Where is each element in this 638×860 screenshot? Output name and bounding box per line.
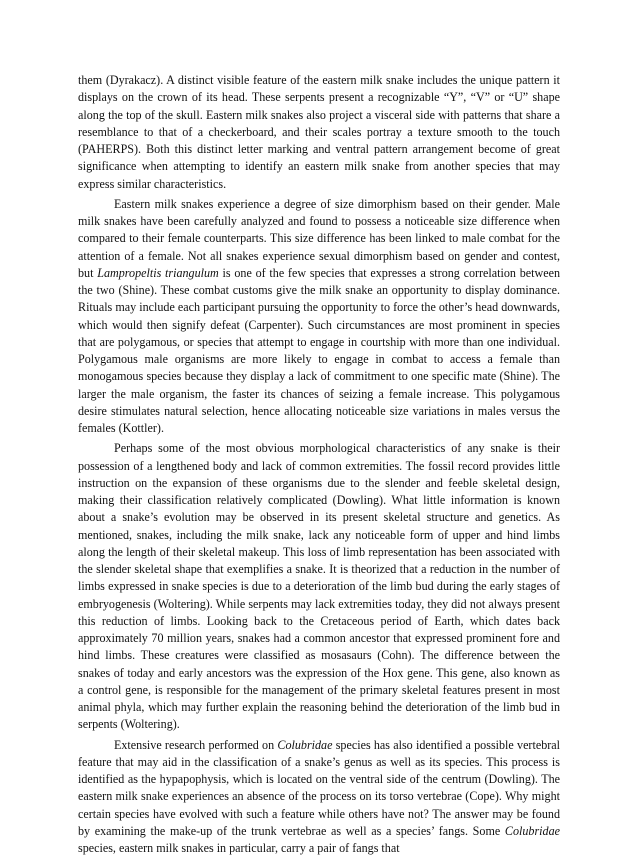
paragraph-4: Extensive research performed on Colubridae species has also identified a possible vertebral feature that may aid in the classification of a snake’s genus as well as its species. This process is identified as the hypapophysis, which is located on the ventral side of the centrum (Dowling). The eastern milk snake experiences an absence of the process on its torso vertebrae (Cope). Why might certain species have evolved with such a feature while others have not? The answer may be found by examining the make-up of the trunk vertebrae as well as a species’ fangs. Some Colubridae species, eastern milk snakes in particular, carry a pair of fangs that <box>78 737 560 855</box>
document-page <box>78 72 560 860</box>
paragraph-3: Perhaps some of the most obvious morphological characteristics of any snake is their possession of a lengthened body and lack of common extremities. The fossil record provides little instruction on the expansion of these organisms due to the slender and feeble skeletal design, making their classification relatively complicated (Dowling). What little information is known about a snake’s evolution may be observed in its present skeletal structure and genetics. As mentioned, snakes, including the milk snake, lack any noticeable form of upper and hind limbs along the length of their skeletal makeup. This loss of limb representation has been associated with the slender skeletal shape that exemplifies a snake. It is theorized that a reduction in the number of limbs expressed in snake species is due to a deterioration of the limb bud during the early stages of embryogenesis (Woltering). While serpents may lack extremities today, they did not always present this reduction of limbs. Looking back to the Cretaceous period of Earth, which dates back approximately 70 million years, snakes had a common ancestor that expressed prominent fore and hind limbs. These creatures were classified as mosasaurs (Cohn). The difference between the snakes of today and early ancestors was the expression of the Hox gene. This gene, also known as a control gene, is responsible for the management of the primary skeletal features present in most animal phyla, which may further explain the reasoning behind the deterioration of the limb bud in serpents (Woltering). <box>78 441 560 732</box>
paragraph-1: them (Dyrakacz). A distinct visible feature of the eastern milk snake includes the unique pattern it displays on the crown of its head. These serpents present a recognizable “Y”, “V” or “U” shape along the top of the skull. Eastern milk snakes also project a visceral side with patterns that share a resemblance to that of a checkerboard, and their scales portray a texture smooth to the touch (PAHERPS). Both this distinct letter marking and ventral pattern arrangement become of great significance when attempting to identify an eastern milk snake from another species that may express similar characteristics. <box>78 73 560 191</box>
paragraph-2: Eastern milk snakes experience a degree of size dimorphism based on their gender. Male milk snakes have been carefully analyzed and found to possess a noticeable size difference when compared to their female counterparts. This size difference has been linked to male combat for the attention of a female. Not all snakes experience sexual dimorphism based on gender and contest, but Lampropeltis triangulum is one of the few species that expresses a strong correlation between the two (Shine). These combat customs give the milk snake an opportunity to display dominance. Rituals may include each participant pursuing the opportunity to force the other’s head downwards, which would then signify defeat (Carpenter). Such circumstances are most prominent in species that are polygamous, or species that attempt to engage in courtship with more than one individual. Polygamous male organisms are more likely to engage in combat to access a female than monogamous species because they display a lack of commitment to one specific mate (Shine). The larger the male organism, the faster its chances of seizing a female increase. This polygamous desire stimulates natural selection, hence allocating noticeable size variations in males versus the females (Kottler). <box>78 196 561 435</box>
